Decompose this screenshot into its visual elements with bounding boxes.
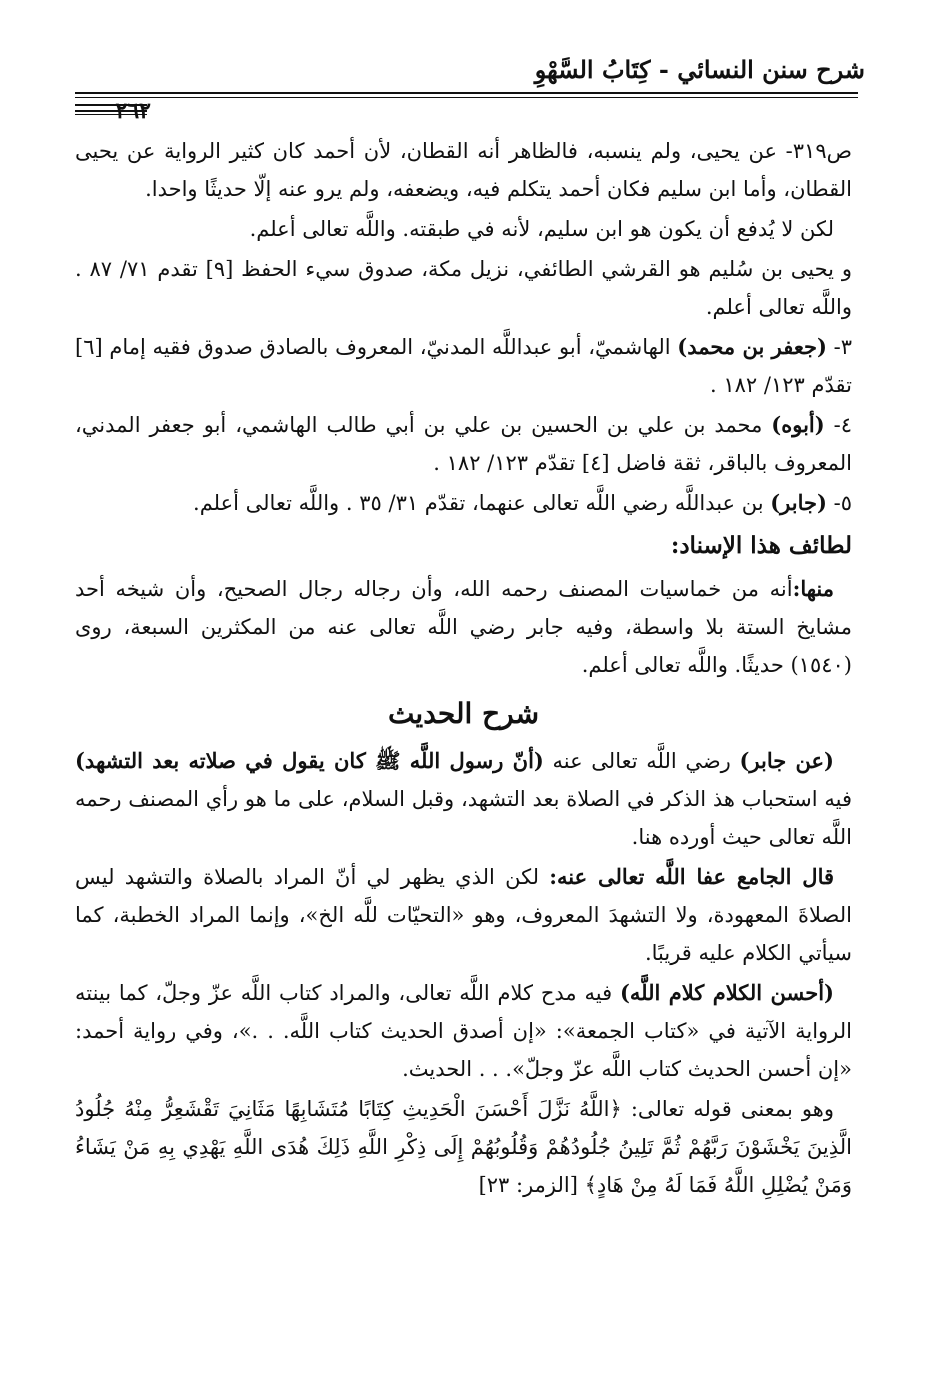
quran-verse-paragraph: وهو بمعنى قوله تعالى: ﴿اللَّهُ نَزَّلَ أَحْسَنَ الْحَدِيثِ كِتَابًا مُتَشَابِهًا مَثَانِيَ تَقْشَعِرُّ مِنْهُ جُلُودُ الَّذِينَ يَخْشَوْنَ رَبَّهُمْ ثُمَّ تَلِينُ جُلُودُهُمْ وَقُلُوبُهُمْ إِلَى ذِكْرِ اللَّهِ ذَلِكَ هُدَى اللَّهِ يَهْدِي بِهِ مَنْ يَشَاءُ وَمَنْ يُضْلِلِ اللَّهُ فَمَا لَهُ مِنْ هَادٍ﴾ [الزمر: ٢٣] xyxy=(75,1097,852,1197)
entry-number: ٤- xyxy=(824,413,853,437)
entry-text: محمد بن علي بن الحسين بن علي بن أبي طالب الهاشمي، أبو جعفر المدني، المعروف بالباقر، ثقة فاضل [٤] تقدّم ١٢٣/ ١٨٢ . xyxy=(75,413,852,475)
narrator-name: (أبوه) xyxy=(771,412,825,437)
bold-lead: قال الجامع عفا اللَّه تعالى عنه: xyxy=(549,864,835,889)
paragraph xyxy=(75,858,852,972)
page-number-row xyxy=(75,100,235,126)
page-number: ٢٦٢ xyxy=(115,98,151,124)
narrator-name: (جعفر بن محمد) xyxy=(677,334,827,359)
paragraph xyxy=(75,974,852,1088)
narrator-entry xyxy=(75,328,852,404)
entry-number: ٥- xyxy=(826,491,852,515)
bold-lead: (أحسن الكلام كلام اللَّه) xyxy=(619,980,834,1005)
entry-text: الهاشميّ، أبو عبداللَّه المدنيّ، المعروف بالصادق صدوق فقيه إمام [٦] تقدّم ١٢٣/ ١٨٢ . xyxy=(75,335,852,397)
paragraph xyxy=(75,570,852,684)
paragraph xyxy=(75,742,852,856)
header-rule-thin xyxy=(75,97,858,98)
paragraph-text: لكن الذي يظهر لي أنّ المراد بالصلاة والتشهد ليس الصلاةَ المعهودة، ولا التشهدَ المعروف، وهو «التحيّات للَّه الخ»، وإنما المراد الخطبة، كما سيأتي الكلام عليه قريبًا. xyxy=(75,865,852,965)
section-heading-lataif: لطائف هذا الإسناد: xyxy=(670,532,852,559)
main-text xyxy=(75,132,852,1206)
narrator-entry xyxy=(75,484,852,522)
hadith-quote: (أنّ رسول اللَّه ﷺ كان يقول في صلاته بعد التشهد) xyxy=(75,748,544,773)
paragraph-text: فيه استحباب هذ الذكر في الصلاة بعد التشهد، وقبل السلام، على ما هو رأي المصنف رحمه اللَّه تعالى حيث أورده هنا. xyxy=(75,787,852,849)
paragraph: لكن لا يُدفع أن يكون هو ابن سليم، لأنه في طبقته. واللَّه تعالى أعلم. xyxy=(249,217,834,241)
page-number-rule xyxy=(75,104,147,106)
paragraph: ص٣١٩- عن يحيى، ولم ينسبه، فالظاهر أنه القطان، لأن أحمد كان كثير الرواية عن يحيى القطان، وأما ابن سليم فكان أحمد يتكلم فيه، ويضعفه، ولم يرو عنه إلّا حديثًا واحدا. xyxy=(75,139,852,201)
paragraph-text: رضي اللَّه تعالى عنه xyxy=(543,749,740,773)
page-number-rule xyxy=(75,110,147,112)
narrator-entry xyxy=(75,406,852,482)
narrator-name: (جابر) xyxy=(770,490,827,515)
bold-lead: (عن جابر) xyxy=(739,748,834,773)
running-title: شرح سنن النسائي - كِتَابُ السَّهْوِ xyxy=(534,55,865,84)
header-rule xyxy=(75,92,858,94)
paragraph-text: أنه من خماسيات المصنف رحمه الله، وأن رجاله رجال الصحيح، وأن شيخه أحد مشايخ الستة بلا واسطة، وفيه جابر رضي اللَّه تعالى عنه من المكثرين السبعة، روى (١٥٤٠) حديثًا. واللَّه تعالى أعلم. xyxy=(75,577,852,677)
bold-lead: منها: xyxy=(792,576,834,601)
page-number-rule xyxy=(75,114,147,115)
paragraph-text: فيه مدح كلام اللَّه تعالى، والمراد كتاب اللَّه عزّ وجلّ، كما بينته الرواية الآتية في «كتاب الجمعة»: «إن أصدق الحديث كتاب اللَّه. . .»، وفي رواية أحمد: «إن أحسن الحديث كتاب اللَّه عزّ وجلّ». . . الحديث. xyxy=(75,981,852,1081)
paragraph: و يحيى بن سُليم هو القرشي الطائفي، نزيل مكة، صدوق سيء الحفظ [٩] تقدم ٧١/ ٨٧ . واللَّه تعالى أعلم. xyxy=(75,257,852,319)
entry-text: بن عبداللَّه رضي اللَّه تعالى عنهما، تقدّم ٣١/ ٣٥ . واللَّه تعالى أعلم. xyxy=(193,491,771,515)
section-heading-sharh: شرح الحديث xyxy=(387,697,540,730)
entry-number: ٣- xyxy=(826,335,852,359)
